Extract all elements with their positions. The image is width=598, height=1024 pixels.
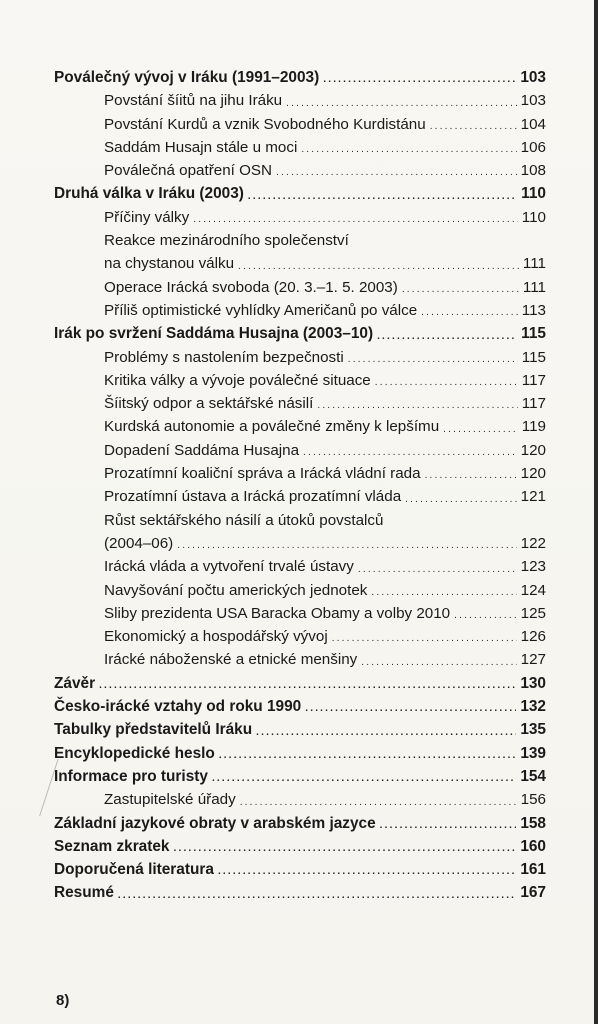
leader-dots bbox=[286, 89, 517, 112]
leader-dots bbox=[218, 858, 516, 881]
toc-entry-title: Ekonomický a hospodářský vývoj bbox=[104, 628, 328, 646]
toc-section bbox=[54, 579, 546, 602]
toc-entry-title: Tabulky představitelů Iráku bbox=[54, 721, 253, 739]
toc-entry-page: 167 bbox=[520, 884, 546, 902]
leader-dots bbox=[174, 835, 517, 858]
leader-dots bbox=[256, 718, 516, 741]
toc-chapter bbox=[54, 718, 546, 741]
toc-entry-page: 158 bbox=[520, 814, 546, 832]
toc-entry-title: Příliš optimistické vyhlídky Američanů po válce bbox=[104, 301, 418, 319]
leader-dots bbox=[430, 113, 517, 136]
leader-dots bbox=[377, 322, 517, 345]
toc-entry-title: Kurdská autonomie a poválečné změny k lepšímu bbox=[104, 418, 440, 436]
toc-section bbox=[54, 462, 546, 485]
toc-section bbox=[54, 276, 546, 299]
toc-entry-page: 117 bbox=[521, 395, 546, 413]
leader-dots bbox=[348, 346, 518, 369]
toc-entry-page: 119 bbox=[521, 418, 546, 436]
toc-section bbox=[54, 392, 546, 415]
toc-entry-title: na chystanou válku bbox=[104, 255, 235, 273]
toc-section bbox=[54, 299, 546, 322]
toc-chapter bbox=[54, 182, 546, 205]
leader-dots bbox=[303, 439, 517, 462]
toc-entry-title: Reakce mezinárodního společenství bbox=[104, 232, 349, 250]
toc-entry-title: Závěr bbox=[54, 674, 96, 692]
toc-section bbox=[54, 788, 546, 811]
toc-entry-page: 104 bbox=[520, 115, 546, 133]
table-of-contents bbox=[54, 66, 546, 905]
toc-entry-title: Dopadení Saddáma Husajna bbox=[104, 441, 300, 459]
toc-entry-title: Irák po svržení Saddáma Husajna (2003–10) bbox=[54, 325, 374, 343]
toc-entry-page: 103 bbox=[520, 69, 546, 86]
leader-dots bbox=[425, 462, 517, 485]
toc-entry-page: 125 bbox=[520, 604, 546, 622]
leader-dots bbox=[358, 555, 517, 578]
toc-entry-page: 161 bbox=[520, 861, 546, 879]
toc-section bbox=[54, 555, 546, 578]
toc-entry-page: 108 bbox=[520, 162, 546, 180]
toc-entry-page: 156 bbox=[520, 791, 546, 809]
leader-dots bbox=[301, 136, 516, 159]
leader-dots bbox=[371, 579, 516, 602]
toc-entry-title: Resumé bbox=[54, 884, 114, 902]
leader-dots bbox=[375, 369, 518, 392]
toc-entry-page: 154 bbox=[520, 767, 546, 785]
toc-section bbox=[54, 648, 546, 671]
page-edge-shadow bbox=[594, 0, 598, 1024]
toc-entry-page: 110 bbox=[521, 208, 546, 226]
toc-entry-title: Encyklopedické heslo bbox=[54, 744, 215, 762]
toc-entry-page: 130 bbox=[520, 674, 546, 692]
toc-entry-title: Povstání šíitů na jihu Iráku bbox=[104, 92, 283, 110]
toc-entry-page: 126 bbox=[520, 628, 546, 646]
page-number: 8) bbox=[56, 992, 70, 1009]
toc-entry-title: Šíitský odpor a sektářské násilí bbox=[104, 395, 314, 413]
toc-entry-page: 113 bbox=[521, 301, 546, 319]
leader-dots bbox=[443, 415, 518, 438]
leader-dots bbox=[421, 299, 518, 322]
toc-entry-title: Povstání Kurdů a vznik Svobodného Kurdistánu bbox=[104, 115, 426, 133]
toc-entry-page: 111 bbox=[522, 278, 546, 296]
toc-entry-page: 160 bbox=[520, 837, 546, 855]
toc-entry-page: 124 bbox=[520, 581, 546, 599]
leader-dots bbox=[193, 206, 518, 229]
leader-dots bbox=[276, 159, 517, 182]
leader-dots bbox=[240, 788, 517, 811]
toc-section bbox=[54, 113, 546, 136]
toc-entry-page: 139 bbox=[520, 744, 546, 762]
toc-section bbox=[54, 159, 546, 182]
toc-entry-page: 135 bbox=[520, 721, 546, 739]
leader-dots bbox=[405, 485, 517, 508]
toc-entry-title: Operace Irácká svoboda (20. 3.–1. 5. 2003) bbox=[104, 278, 398, 296]
toc-section bbox=[54, 602, 546, 625]
toc-section bbox=[54, 369, 546, 392]
toc-entry-title: Doporučená literatura bbox=[54, 861, 214, 879]
toc-entry-title: Problémy s nastolením bezpečnosti bbox=[104, 348, 344, 366]
toc-entry-page: 121 bbox=[520, 488, 546, 506]
leader-dots bbox=[402, 276, 519, 299]
toc-section bbox=[54, 89, 546, 112]
toc-section bbox=[54, 206, 546, 229]
toc-section bbox=[54, 439, 546, 462]
toc-entry-page: 115 bbox=[521, 325, 546, 343]
toc-entry-title: Příčiny války bbox=[104, 208, 190, 226]
toc-chapter bbox=[54, 322, 546, 345]
toc-chapter bbox=[54, 742, 546, 765]
toc-entry-title: Prozatímní koaliční správa a Irácká vládní rada bbox=[104, 465, 421, 483]
toc-chapter bbox=[54, 835, 546, 858]
toc-chapter bbox=[54, 695, 546, 718]
toc-entry-page: 103 bbox=[520, 92, 546, 110]
toc-entry-title: Poválečná opatření OSN bbox=[104, 162, 273, 180]
toc-entry-title: Zastupitelské úřady bbox=[104, 791, 236, 809]
toc-entry-title: Irácká vláda a vytvoření trvalé ústavy bbox=[104, 558, 354, 576]
leader-dots bbox=[317, 392, 517, 415]
toc-entry-title: Informace pro turisty bbox=[54, 767, 208, 785]
leader-dots bbox=[305, 695, 516, 718]
toc-section bbox=[54, 136, 546, 159]
toc-section bbox=[54, 415, 546, 438]
toc-entry-page: 111 bbox=[522, 255, 546, 273]
toc-entry-title: Saddám Husajn stále u moci bbox=[104, 138, 298, 156]
leader-dots bbox=[361, 648, 516, 671]
toc-entry-title: Česko-irácké vztahy od roku 1990 bbox=[54, 698, 302, 716]
toc-entry-page: 120 bbox=[520, 465, 546, 483]
toc-entry-title: Základní jazykové obraty v arabském jazyce bbox=[54, 814, 376, 832]
leader-dots bbox=[248, 182, 517, 205]
toc-section bbox=[54, 252, 546, 275]
toc-entry-title: Druhá válka v Iráku (2003) bbox=[54, 185, 244, 203]
toc-section bbox=[54, 346, 546, 369]
leader-dots bbox=[323, 66, 516, 89]
toc-entry-title: Seznam zkratek bbox=[54, 837, 170, 855]
toc-entry-page: 123 bbox=[520, 558, 546, 576]
toc-chapter bbox=[54, 881, 546, 904]
toc-entry-page: 106 bbox=[520, 138, 546, 156]
toc-entry-page: 132 bbox=[520, 698, 546, 716]
leader-dots bbox=[380, 812, 517, 835]
toc-chapter bbox=[54, 672, 546, 695]
toc-chapter bbox=[54, 66, 546, 89]
leader-dots bbox=[219, 742, 516, 765]
leader-dots bbox=[118, 881, 516, 904]
leader-dots bbox=[238, 252, 519, 275]
leader-dots bbox=[212, 765, 516, 788]
leader-dots bbox=[99, 672, 516, 695]
toc-entry-title: Sliby prezidenta USA Baracka Obamy a volby 2010 bbox=[104, 604, 451, 622]
toc-entry-page: 115 bbox=[521, 348, 546, 366]
toc-entry-page: 120 bbox=[520, 441, 546, 459]
toc-entry-title: Irácké náboženské a etnické menšiny bbox=[104, 651, 358, 669]
toc-chapter bbox=[54, 765, 546, 788]
toc-entry-title: Navyšování počtu amerických jednotek bbox=[104, 581, 368, 599]
toc-section bbox=[54, 532, 546, 555]
toc-entry-title: Růst sektářského násilí a útoků povstalců bbox=[104, 511, 384, 529]
toc-entry-page: 122 bbox=[520, 534, 546, 552]
toc-section bbox=[54, 229, 546, 252]
toc-section bbox=[54, 625, 546, 648]
toc-entry-page: 127 bbox=[520, 651, 546, 669]
leader-dots bbox=[454, 602, 517, 625]
toc-entry-title: (2004–06) bbox=[104, 534, 174, 552]
toc-entry-page: 117 bbox=[521, 371, 546, 389]
leader-dots bbox=[177, 532, 516, 555]
toc-chapter bbox=[54, 812, 546, 835]
toc-chapter bbox=[54, 858, 546, 881]
toc-entry-title: Prozatímní ústava a Irácká prozatímní vláda bbox=[104, 488, 402, 506]
toc-entry-title: Poválečný vývoj v Iráku (1991–2003) bbox=[54, 69, 320, 86]
toc-entry-title: Kritika války a vývoje poválečné situace bbox=[104, 371, 371, 389]
toc-section bbox=[54, 509, 546, 532]
leader-dots bbox=[332, 625, 517, 648]
toc-entry-page: 110 bbox=[521, 185, 546, 203]
toc-section bbox=[54, 485, 546, 508]
